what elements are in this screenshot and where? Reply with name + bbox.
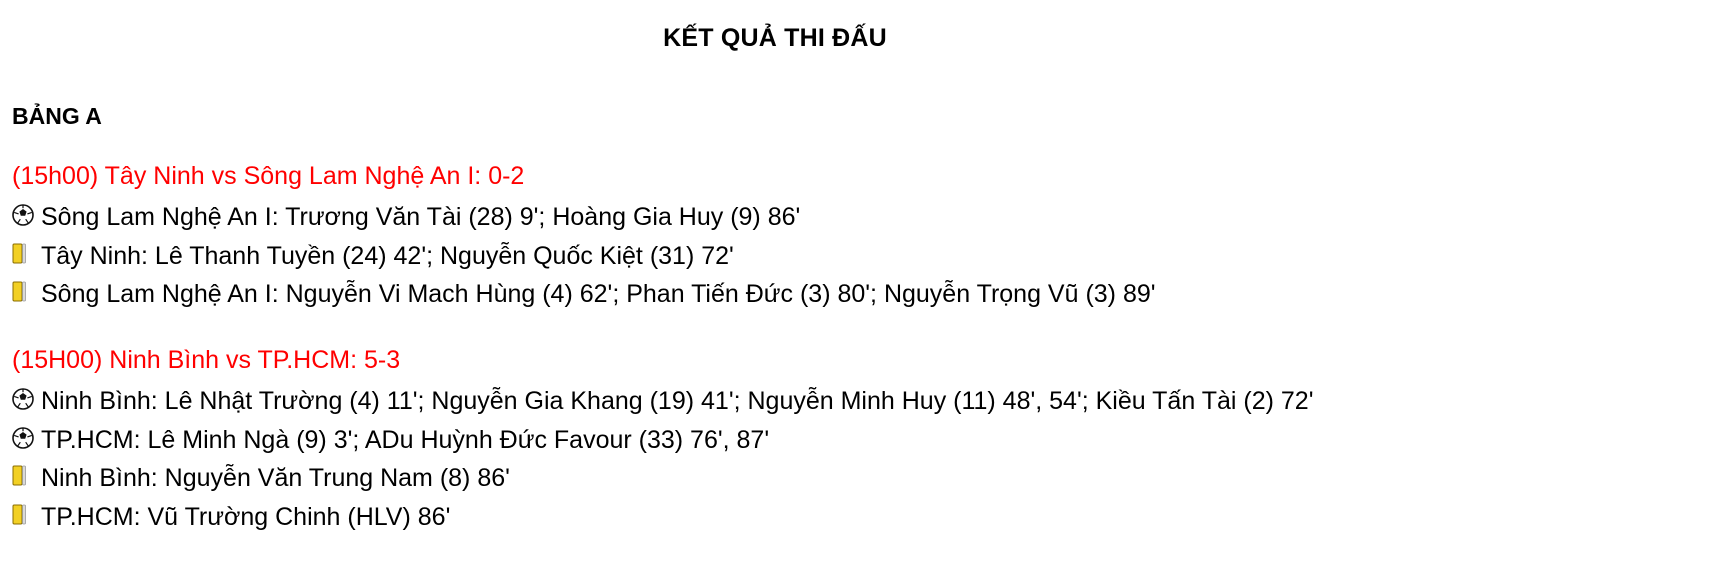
match-block <box>12 344 1708 537</box>
match-event-row <box>12 498 1708 537</box>
soccer-ball-icon <box>12 198 38 232</box>
page-title: KẾT QUẢ THI ĐẤU <box>663 24 887 52</box>
match-header: (15H00) Ninh Bình vs TP.HCM: 5-3 <box>12 346 401 374</box>
yellow-card-icon <box>12 237 38 271</box>
soccer-ball-icon <box>12 382 38 416</box>
match-event-text: Tây Ninh: Lê Thanh Tuyền (24) 42'; Nguyễn Quốc Kiệt (31) 72' <box>41 241 734 270</box>
group-heading: BẢNG A <box>12 103 102 129</box>
match-event-row <box>12 198 1708 237</box>
match-event-text: TP.HCM: Lê Minh Ngà (9) 3'; ADu Huỳnh Đức Favour (33) 76', 87' <box>41 425 770 454</box>
match-event-text: Ninh Bình: Lê Nhật Trường (4) 11'; Nguyễn Gia Khang (19) 41'; Nguyễn Minh Huy (11) 48', 54'; Kiều Tấn Tài (2) 72' <box>41 386 1314 415</box>
match-event-text: Sông Lam Nghệ An I: Nguyễn Vi Mach Hùng (4) 62'; Phan Tiến Đức (3) 80'; Nguyễn Trọng Vũ (3) 89' <box>41 280 1156 309</box>
yellow-card-icon <box>12 275 38 309</box>
match-event-row <box>12 421 1708 460</box>
match-block <box>12 160 1708 314</box>
soccer-ball-icon <box>12 421 38 455</box>
match-event-text: Sông Lam Nghệ An I: Trương Văn Tài (28) 9'; Hoàng Gia Huy (9) 86' <box>41 202 801 231</box>
match-event-row <box>12 459 1708 498</box>
yellow-card-icon <box>12 498 38 532</box>
match-event-row <box>12 382 1708 421</box>
match-header: (15h00) Tây Ninh vs Sông Lam Nghệ An I: 0-2 <box>12 162 525 190</box>
yellow-card-icon <box>12 459 38 493</box>
match-event-text: TP.HCM: Vũ Trường Chinh (HLV) 86' <box>41 503 451 531</box>
match-event-row <box>12 237 1708 276</box>
match-event-text: Ninh Bình: Nguyễn Văn Trung Nam (8) 86' <box>41 464 510 493</box>
match-event-row <box>12 275 1708 314</box>
